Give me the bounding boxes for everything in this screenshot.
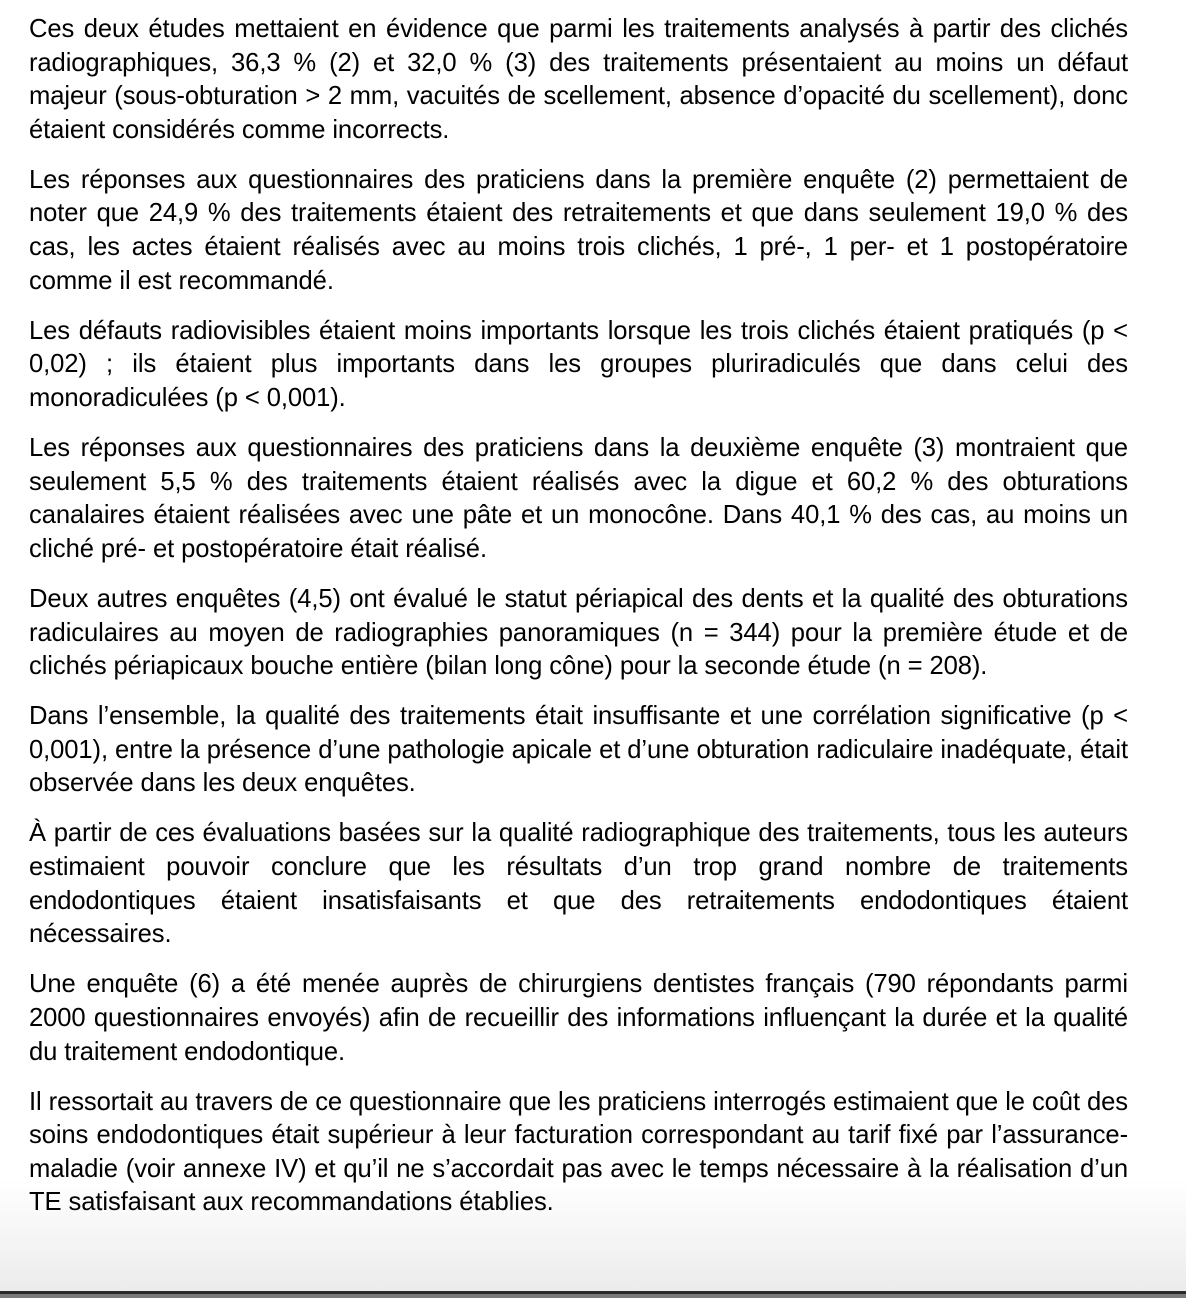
paragraph-cost-findings: Il ressortait au travers de ce questionnaire que les praticiens interrogés estimaient que le coût des soins endodontiques était supérieur à leur facturation correspondant au tarif fixé par l’assurance-maladie (voir annexe IV) et qu’il ne s’accordait pas avec le temps nécessaire à la réalisation d’un TE satisfaisant aux recommandations établies. bbox=[29, 1087, 1128, 1217]
paragraph-second-survey: Les réponses aux questionnaires des praticiens dans la deuxième enquête (3) montraient que seulement 5,5 % des traitements étaient réalisés avec la digue et 60,2 % des obturations canalaires étaient réalisées avec une pâte et un monocône. Dans 40,1 % des cas, au moins un cliché pré- et postopératoire était réalisé. bbox=[29, 434, 1128, 563]
paragraph-radiographic-defects: Les défauts radiovisibles étaient moins importants lorsque les trois clichés étaient pratiqués (p < 0,02) ; ils étaient plus importants dans les groupes pluriradiculés que dans celui des monoradiculées (p < 0,001). bbox=[29, 316, 1128, 412]
paragraph-conclusions: À partir de ces évaluations basées sur la qualité radiographique des traitements, tous les auteurs estimaient pouvoir conclure que les résultats d’un trop grand nombre de traitements endodontiques étaient insatisfaisants et que des retraitements endodontiques étaient nécessaires. bbox=[29, 819, 1128, 949]
paragraph-study-results: Ces deux études mettaient en évidence que parmi les traitements analysés à partir des clichés radiographiques, 36,3 % (2) et 32,0 % (3) des traitements présentaient au moins un défaut majeur (sous-obturation > 2 mm, vacuités de scellement, absence d’opacité du scellement), donc étaient considérés comme incorrects. bbox=[29, 15, 1128, 144]
paragraph-first-survey: Les réponses aux questionnaires des praticiens dans la première enquête (2) permettaient de noter que 24,9 % des traitements étaient des retraitements et que dans seulement 19,0 % des cas, les actes étaient réalisés avec au moins trois clichés, 1 pré-, 1 per- et 1 postopératoire comme il est recommandé. bbox=[29, 165, 1128, 295]
window-bottom-bar bbox=[0, 1294, 1186, 1298]
paragraph-other-surveys: Deux autres enquêtes (4,5) ont évalué le statut périapical des dents et la qualité des obturations radiculaires au moyen de radiographies panoramiques (n = 344) pour la première étude et de clichés périapicaux bouche entière (bilan long cône) pour la seconde étude (n = 208). bbox=[29, 584, 1128, 681]
paragraph-french-survey: Une enquête (6) a été menée auprès de chirurgiens dentistes français (790 répondants parmi 2000 questionnaires envoyés) afin de recueillir des informations influençant la durée et la qualité du traitement endodontique. bbox=[29, 970, 1128, 1066]
paragraph-overall-quality: Dans l’ensemble, la qualité des traitements était insuffisante et une corrélation significative (p < 0,001), entre la présence d’une pathologie apicale et d’une obturation radiculaire inadéquate, était observée dans les deux enquêtes. bbox=[29, 702, 1128, 798]
document-body bbox=[29, 13, 1128, 1237]
